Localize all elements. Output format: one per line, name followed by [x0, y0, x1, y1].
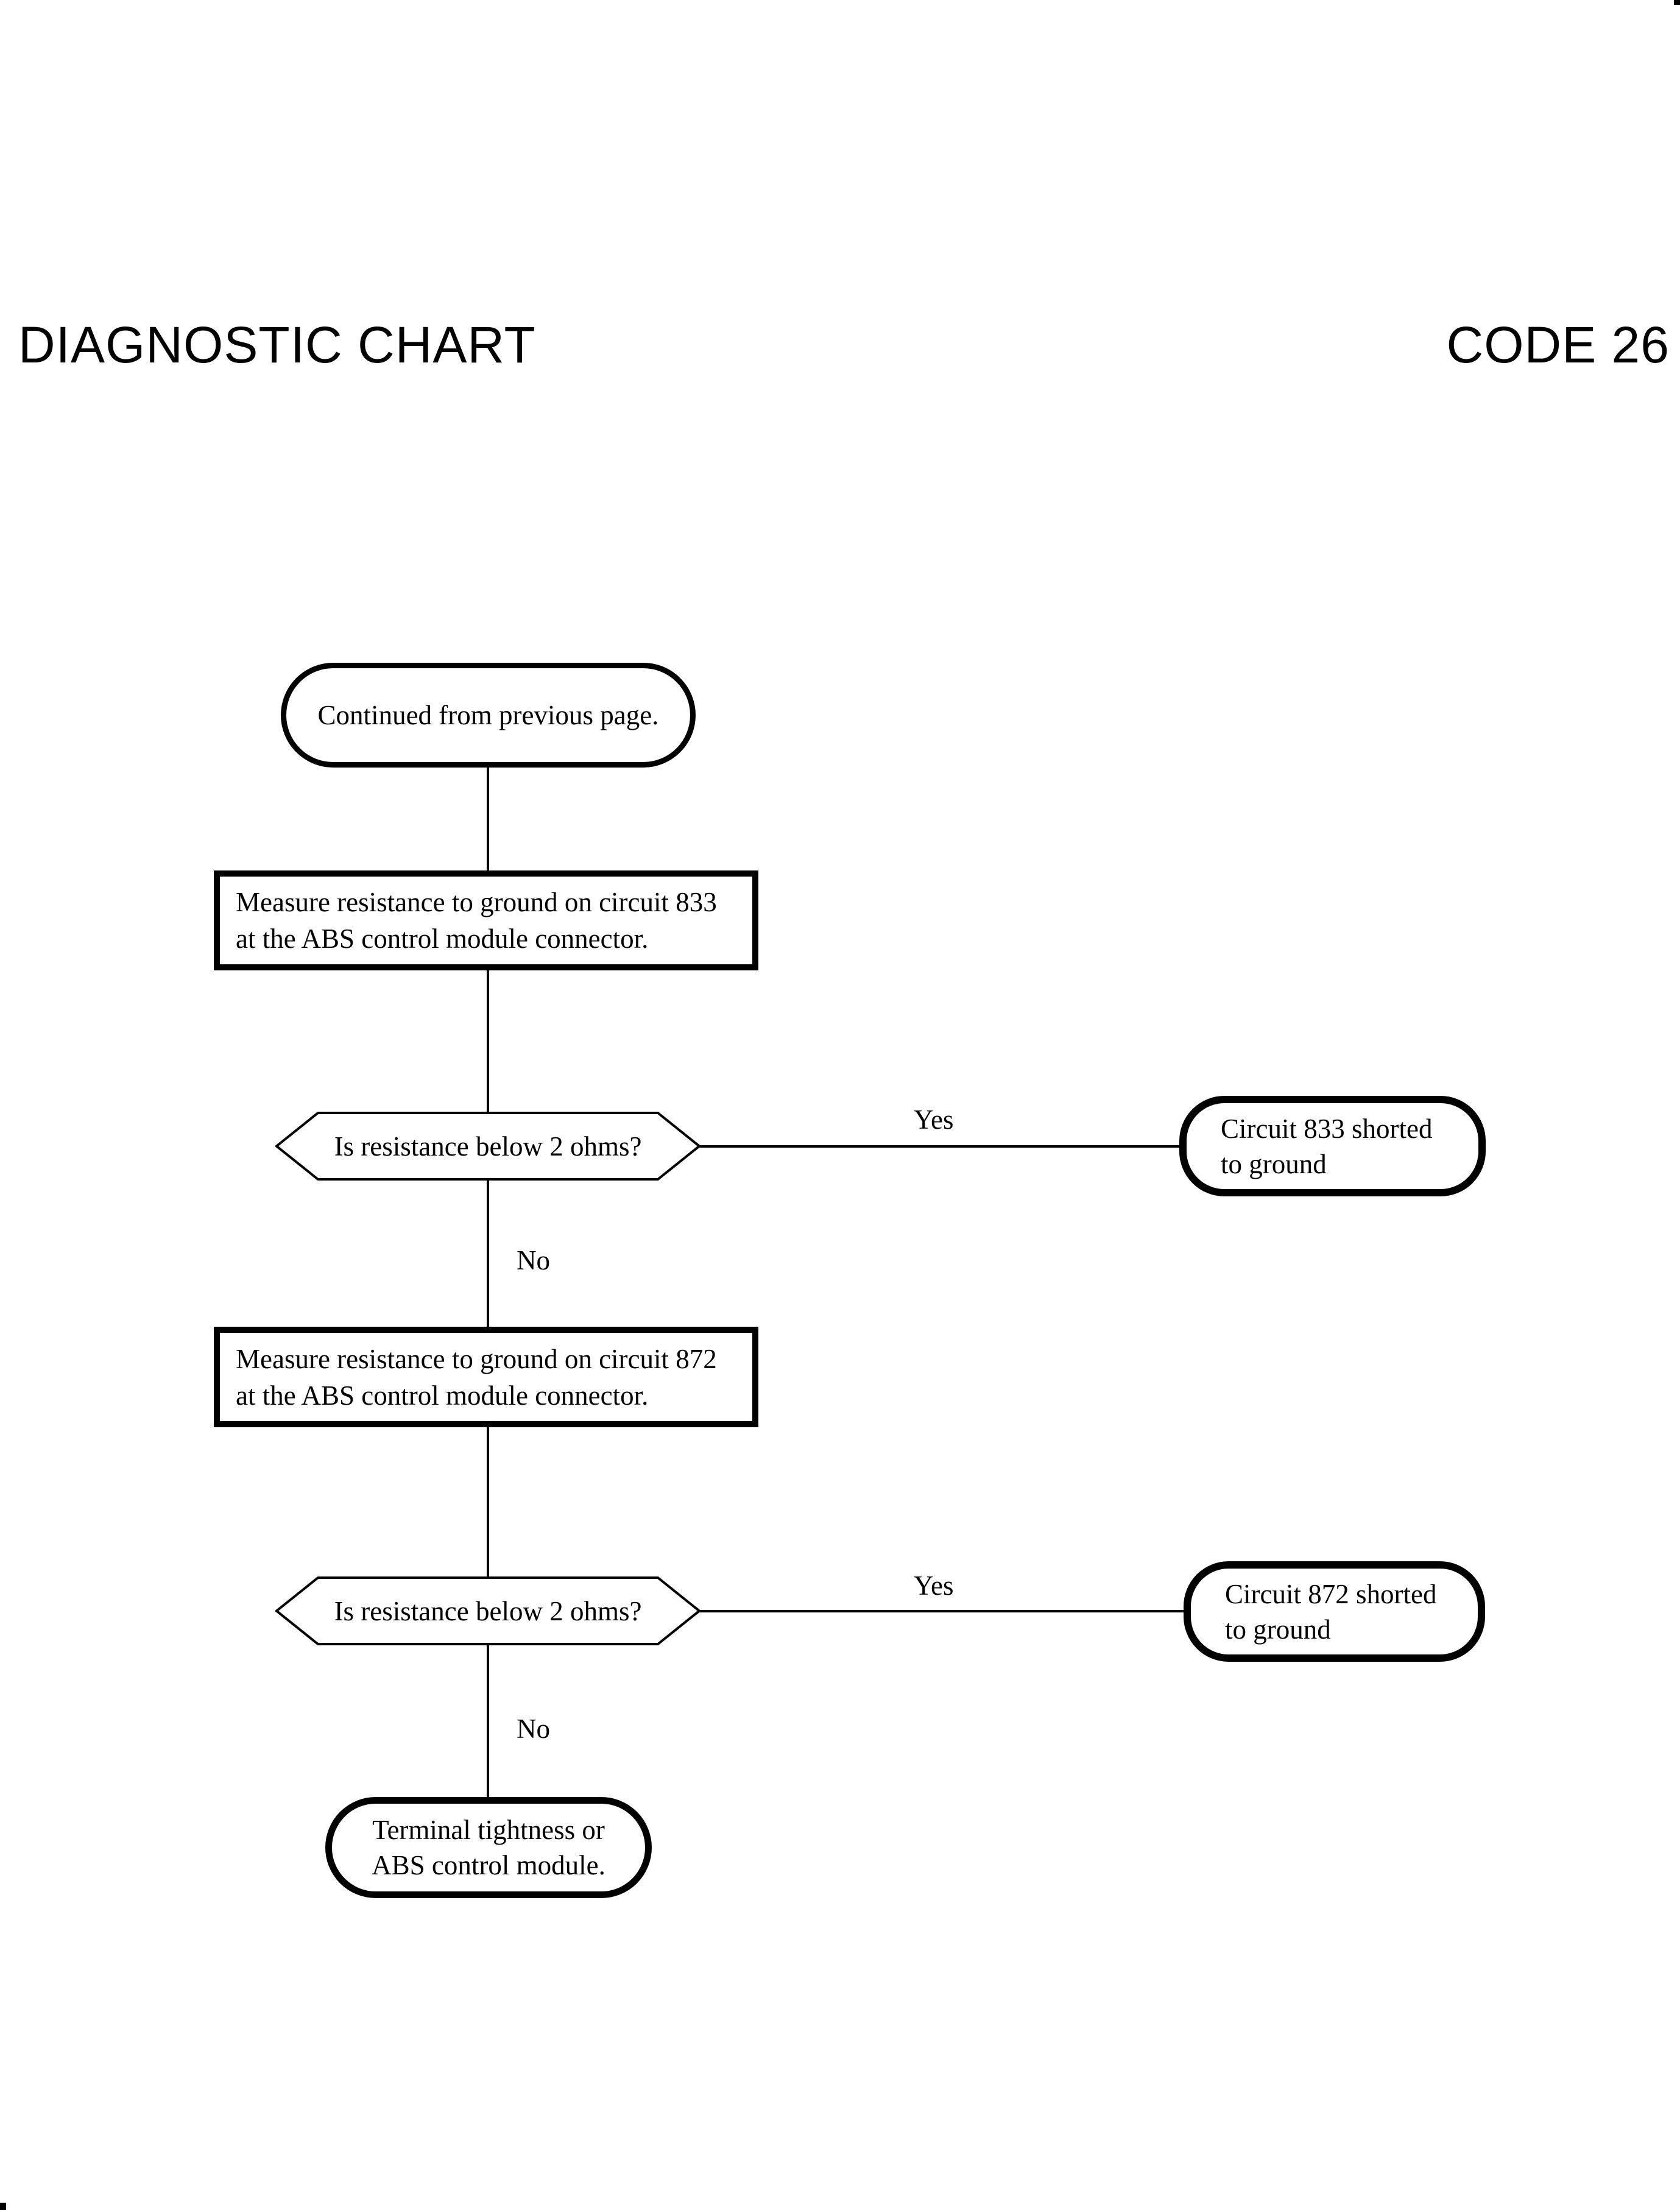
outcome-872-line2: to ground [1225, 1614, 1331, 1645]
decision-2-label: Is resistance below 2 ohms? [334, 1595, 642, 1626]
connector-decision2-yes [698, 1610, 1184, 1612]
end-terminator-text [372, 1812, 605, 1883]
node-end-terminator [325, 1797, 652, 1898]
decision-1-label: Is resistance below 2 ohms? [334, 1131, 642, 1162]
process-872-line1: Measure resistance to ground on circuit 872 [236, 1343, 717, 1374]
node-start-label: Continued from previous page. [317, 700, 659, 730]
node-outcome-circuit-833 [1179, 1096, 1486, 1196]
edge-label-yes-2: Yes [914, 1570, 954, 1601]
edge-label-no-2: No [517, 1714, 550, 1744]
connector-decision1-no [487, 1179, 489, 1329]
outcome-872-line1: Circuit 872 shorted [1225, 1578, 1437, 1609]
scan-speck-bottom-left [0, 2203, 6, 2210]
connector-decision1-yes [698, 1145, 1179, 1148]
connector-start-to-step1 [487, 764, 489, 873]
node-decision-2 [275, 1576, 701, 1645]
process-872-line2: at the ABS control module connector. [236, 1380, 649, 1411]
scan-speck-top-right [1674, 0, 1680, 5]
edge-label-no-1: No [517, 1245, 550, 1276]
node-start-terminator [281, 663, 696, 768]
outcome-833-line1: Circuit 833 shorted [1221, 1113, 1433, 1144]
node-process-circuit-833 [214, 870, 758, 970]
page-code: CODE 26 [1446, 316, 1670, 373]
end-line2: ABS control module. [372, 1850, 605, 1880]
connector-decision2-no [487, 1643, 489, 1800]
outcome-833-line2: to ground [1221, 1148, 1327, 1179]
page-title: DIAGNOSTIC CHART [18, 316, 536, 373]
node-outcome-circuit-872 [1184, 1561, 1485, 1662]
process-833-line1: Measure resistance to ground on circuit 833 [236, 887, 717, 917]
node-decision-1 [275, 1112, 701, 1181]
connector-step1-to-decision1 [487, 967, 489, 1114]
process-833-line2: at the ABS control module connector. [236, 923, 649, 954]
node-process-circuit-872 [214, 1327, 758, 1427]
connector-step2-to-decision2 [487, 1424, 489, 1579]
end-line1: Terminal tightness or [372, 1815, 605, 1845]
edge-label-yes-1: Yes [914, 1104, 954, 1135]
